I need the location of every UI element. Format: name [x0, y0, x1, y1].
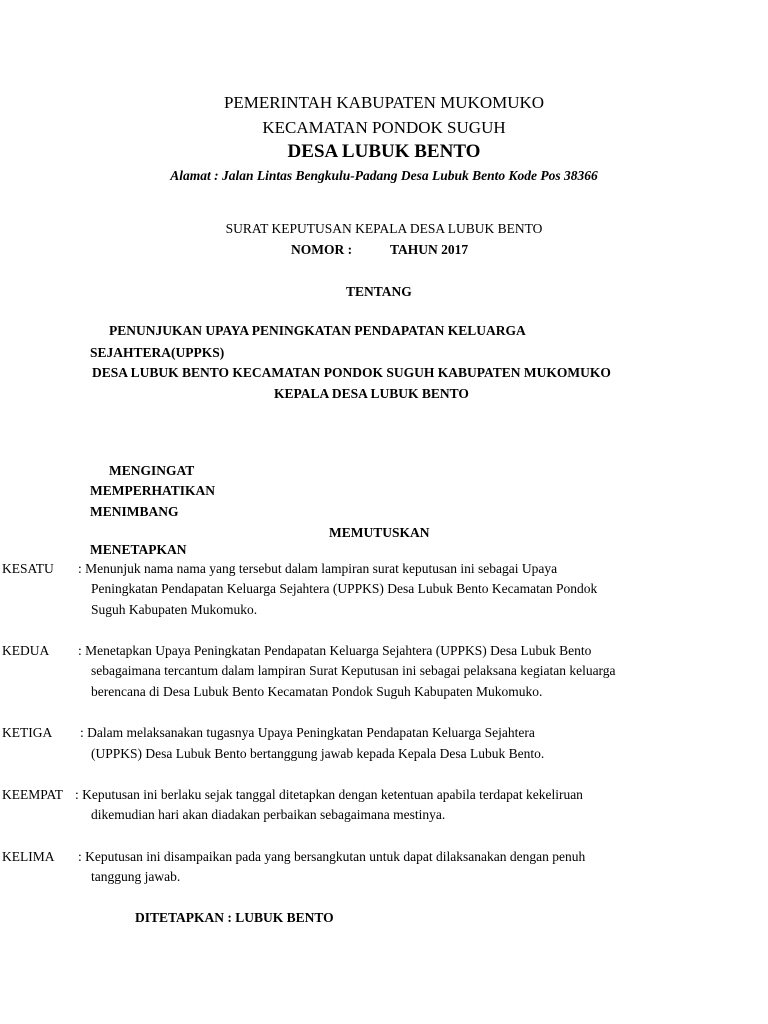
decree-year: TAHUN 2017 [390, 242, 469, 257]
ketiga-label: KETIGA [2, 725, 53, 740]
letterhead-village: DESA LUBUK BENTO [287, 141, 481, 162]
ditetapkan-place: DITETAPKAN : LUBUK BENTO [135, 910, 334, 925]
menimbang-heading: MENIMBANG [90, 504, 179, 519]
subject-line-1: PENUNJUKAN UPAYA PENINGKATAN PENDAPATAN KELUARGA [109, 323, 526, 338]
kesatu-text-1: : Menunjuk nama nama yang tersebut dalam lampiran surat keputusan ini sebagai Upaya [78, 561, 558, 576]
letterhead-government: PEMERINTAH KABUPATEN MUKOMUKO [223, 93, 545, 112]
subject-line-2: SEJAHTERA(UPPKS) [90, 345, 225, 360]
keempat-text-1: : Keputusan ini berlaku sejak tanggal ditetapkan dengan ketentuan apabila terdapat kekeliruan [75, 787, 583, 802]
kedua-text-3: berencana di Desa Lubuk Bento Kecamatan Pondok Suguh Kabupaten Mukomuko. [91, 684, 543, 699]
decree-about: TENTANG [346, 284, 412, 299]
menetapkan-heading: MENETAPKAN [90, 542, 187, 557]
kedua-text-1: : Menetapkan Upaya Peningkatan Pendapatan Keluarga Sejahtera (UPPKS) Desa Lubuk Bento [78, 643, 592, 658]
keempat-text-2: dikemudian hari akan diadakan perbaikan sebagaimana mestinya. [91, 807, 446, 822]
kelima-text-1: : Keputusan ini disampaikan pada yang bersangkutan untuk dapat dilaksanakan dengan penuh [78, 849, 586, 864]
decree-title: SURAT KEPUTUSAN KEPALA DESA LUBUK BENTO [225, 221, 543, 236]
ketiga-text-1: : Dalam melaksanakan tugasnya Upaya Peningkatan Pendapatan Keluarga Sejahtera [80, 725, 535, 740]
kedua-label: KEDUA [2, 643, 50, 658]
kedua-text-2: sebagaimana tercantum dalam lampiran Surat Keputusan ini sebagai pelaksana kegiatan keluarga [91, 663, 616, 678]
decree-number-label: NOMOR : [291, 242, 353, 257]
keempat-label: KEEMPAT [2, 787, 64, 802]
letterhead-address: Alamat : Jalan Lintas Bengkulu-Padang Desa Lubuk Bento Kode Pos 38366 [170, 168, 598, 183]
mengingat-heading: MENGINGAT [109, 463, 195, 478]
letterhead-district: KECAMATAN PONDOK SUGUH [262, 118, 506, 137]
memutuskan-heading: MEMUTUSKAN [329, 525, 430, 540]
kesatu-label: KESATU [2, 561, 54, 576]
subject-line-3: DESA LUBUK BENTO KECAMATAN PONDOK SUGUH KABUPATEN MUKOMUKO [92, 365, 611, 380]
subject-line-4: KEPALA DESA LUBUK BENTO [274, 386, 469, 401]
kesatu-text-3: Suguh Kabupaten Mukomuko. [91, 602, 258, 617]
kelima-label: KELIMA [2, 849, 55, 864]
ketiga-text-2: (UPPKS) Desa Lubuk Bento bertanggung jawab kepada Kepala Desa Lubuk Bento. [91, 746, 545, 761]
kesatu-text-2: Peningkatan Pendapatan Keluarga Sejahtera (UPPKS) Desa Lubuk Bento Kecamatan Pondok [91, 581, 598, 596]
memperhatikan-heading: MEMPERHATIKAN [90, 483, 215, 498]
kelima-text-2: tanggung jawab. [91, 869, 181, 884]
